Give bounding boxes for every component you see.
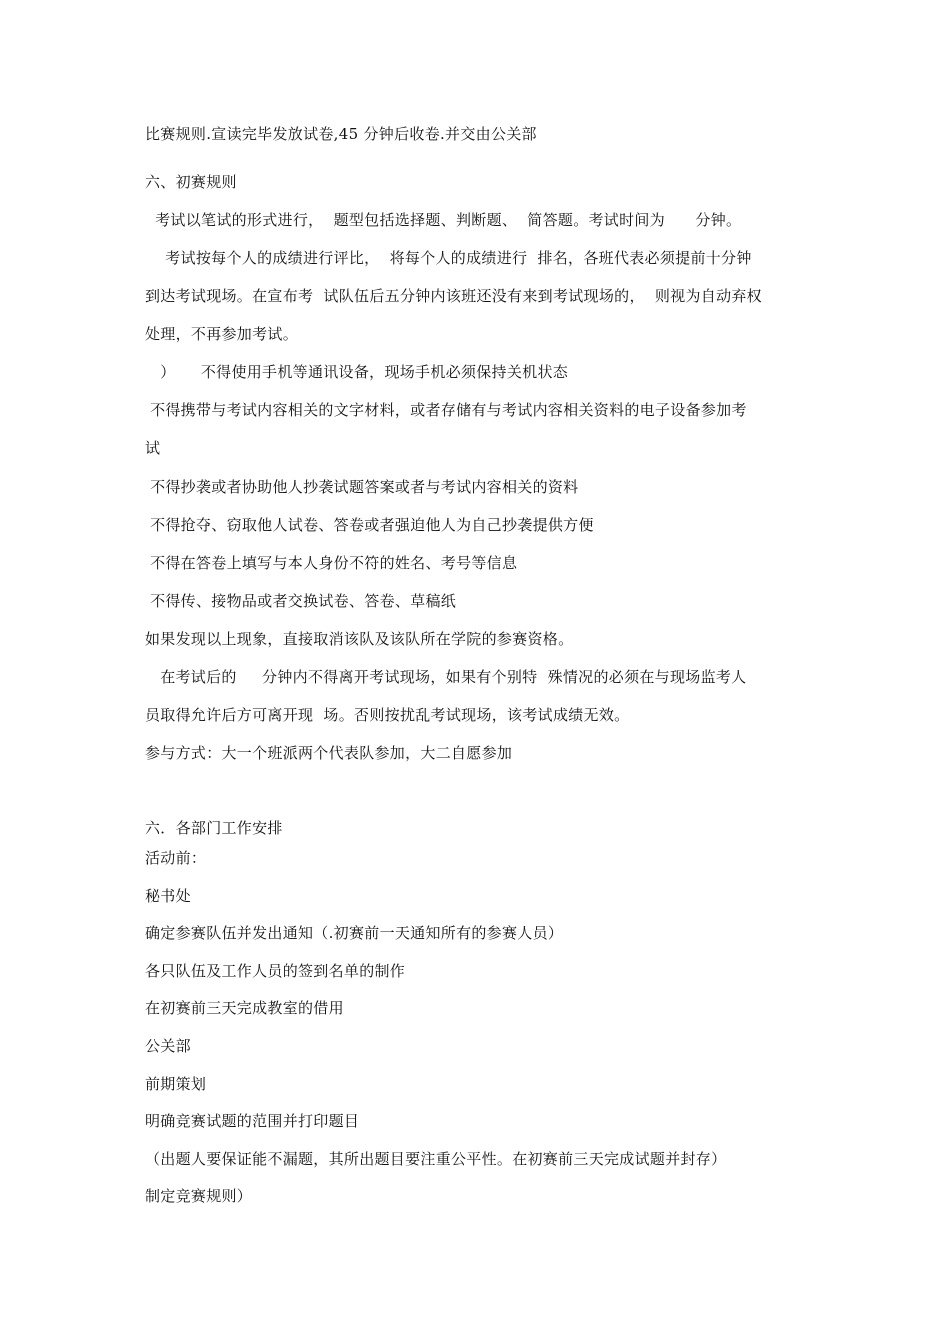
text-line: 前期策划	[145, 1075, 207, 1093]
text-line: 各只队伍及工作人员的签到名单的制作	[145, 962, 406, 980]
text-line: 确定参赛队伍并发出通知（.初赛前一天通知所有的参赛人员）	[145, 924, 564, 942]
text-line: 如果发现以上现象，直接取消该队及该队所在学院的参赛资格。	[145, 630, 574, 648]
section-heading: 六、初赛规则	[145, 173, 237, 191]
rule-item: 不得抢夺、窃取他人试卷、答卷或者强迫他人为自己抄袭提供方便	[145, 516, 594, 534]
text-line: 在初赛前三天完成教室的借用	[145, 999, 344, 1017]
section-heading: 六．各部门工作安排	[145, 819, 283, 837]
text-line: 到达考试现场。在宣布考 试队伍后五分钟内该班还没有来到考试现场的， 则视为自动弃权	[145, 287, 762, 305]
text-line: 参与方式：大一个班派两个代表队参加，大二自愿参加	[145, 744, 513, 762]
rule-item: 不得在答卷上填写与本人身份不符的姓名、考号等信息	[145, 554, 518, 572]
text-line: （出题人要保证能不漏题，其所出题目要注重公平性。在初赛前三天完成试题并封存）	[145, 1150, 727, 1168]
text-line: 在考试后的 分钟内不得离开考试现场，如果有个别特 殊情况的必须在与现场监考人	[145, 668, 747, 686]
rule-item: 不得抄袭或者协助他人抄袭试题答案或者与考试内容相关的资料	[145, 478, 579, 496]
text-line: 公关部	[145, 1037, 191, 1055]
text-line: 试	[145, 439, 161, 457]
text-line: 考试按每个人的成绩进行评比， 将每个人的成绩进行 排名，各班代表必须提前十分钟	[145, 249, 752, 267]
text-line: 制定竞赛规则）	[145, 1187, 253, 1205]
text-line: 考试以笔试的形式进行， 题型包括选择题、判断题、 简答题。考试时间为 分钟。	[145, 211, 742, 229]
rule-item: 不得携带与考试内容相关的文字材料，或者存储有与考试内容相关资料的电子设备参加考	[145, 401, 747, 419]
text-line: 员取得允许后方可离开现 场。否则按扰乱考试现场，该考试成绩无效。	[145, 706, 630, 724]
text-line: 比赛规则.宣读完毕发放试卷,45 分钟后收卷.并交由公关部	[145, 125, 537, 143]
text-line: 秘书处	[145, 887, 191, 905]
text-line: 明确竞赛试题的范围并打印题目	[145, 1112, 360, 1130]
text-line: 活动前：	[145, 849, 207, 867]
text-line: 处理，不再参加考试。	[145, 325, 299, 343]
rule-item: ） 不得使用手机等通讯设备，现场手机必须保持关机状态	[145, 363, 569, 381]
rule-item: 不得传、接物品或者交换试卷、答卷、草稿纸	[145, 592, 457, 610]
